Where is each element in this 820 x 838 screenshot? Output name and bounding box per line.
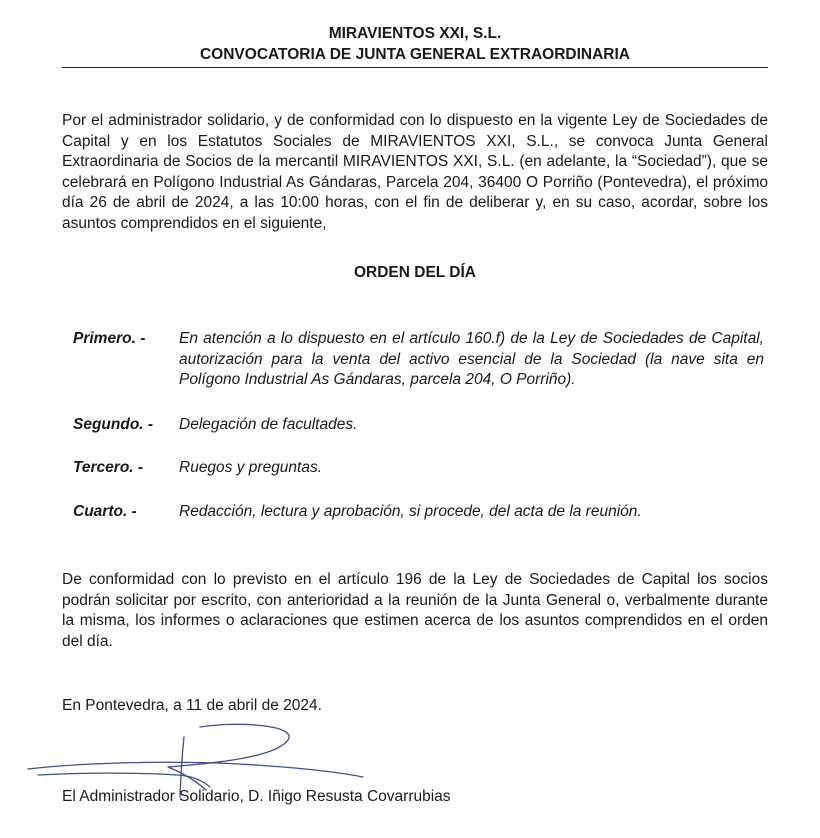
- document-title: CONVOCATORIA DE JUNTA GENERAL EXTRAORDINARIA: [199, 46, 630, 63]
- agenda-title: ORDEN DEL DÍA: [353, 264, 476, 281]
- closing-paragraph: De conformidad con lo previsto en el artículo 196 de la Ley de Sociedades de Capital los socios podrán solicitar por escrito, con anterioridad a la reunión de la Junta General o, verbalmente durante la misma, los informes o aclaraciones que estimen acerca de los asuntos comprendidos en el orden del día.: [62, 571, 768, 650]
- header-divider: [62, 67, 768, 68]
- document-header: [62, 23, 768, 65]
- signer-line: El Administrador Solidario, D. Iñigo Resusta Covarrubias: [62, 788, 451, 805]
- agenda-item-label: Tercero. -: [73, 459, 144, 476]
- agenda-item-text: Redacción, lectura y aprobación, si procede, del acta de la reunión.: [179, 503, 642, 520]
- agenda-item-text: En atención a lo dispuesto en el artículo 160.f) de la Ley de Sociedades de Capital, autorización para la venta del activo esencial de la Sociedad (la nave sita en Polígono Industrial As Gándaras, parcela 204, O Porriño).: [179, 330, 764, 388]
- date-line: En Pontevedra, a 11 de abril de 2024.: [62, 697, 322, 714]
- agenda-item-label: Segundo. -: [73, 416, 154, 433]
- intro-paragraph: Por el administrador solidario, y de conformidad con lo dispuesto en la vigente Ley de Sociedades de Capital y en los Estatutos Sociales de MIRAVIENTOS XXI, S.L., se convoca Junta General Extraordinaria de Socios de la mercantil MIRAVIENTOS XXI, S.L. (en adelante, la “Sociedad”), que se celebrará en Polígono Industrial As Gándaras, Parcela 204, 36400 O Porriño (Pontevedra), el próximo día 26 de abril de 2024, a las 10:00 horas, con el fin de deliberar y, en su caso, acordar, sobre los asuntos comprendidos en el siguiente,: [62, 112, 768, 232]
- agenda-item-text: Ruegos y preguntas.: [179, 459, 323, 476]
- company-name: MIRAVIENTOS XXI, S.L.: [328, 25, 502, 42]
- agenda-item-label: Cuarto. -: [73, 503, 137, 520]
- agenda-item-text: Delegación de facultades.: [179, 416, 358, 433]
- agenda-item-label: Primero. -: [73, 330, 146, 347]
